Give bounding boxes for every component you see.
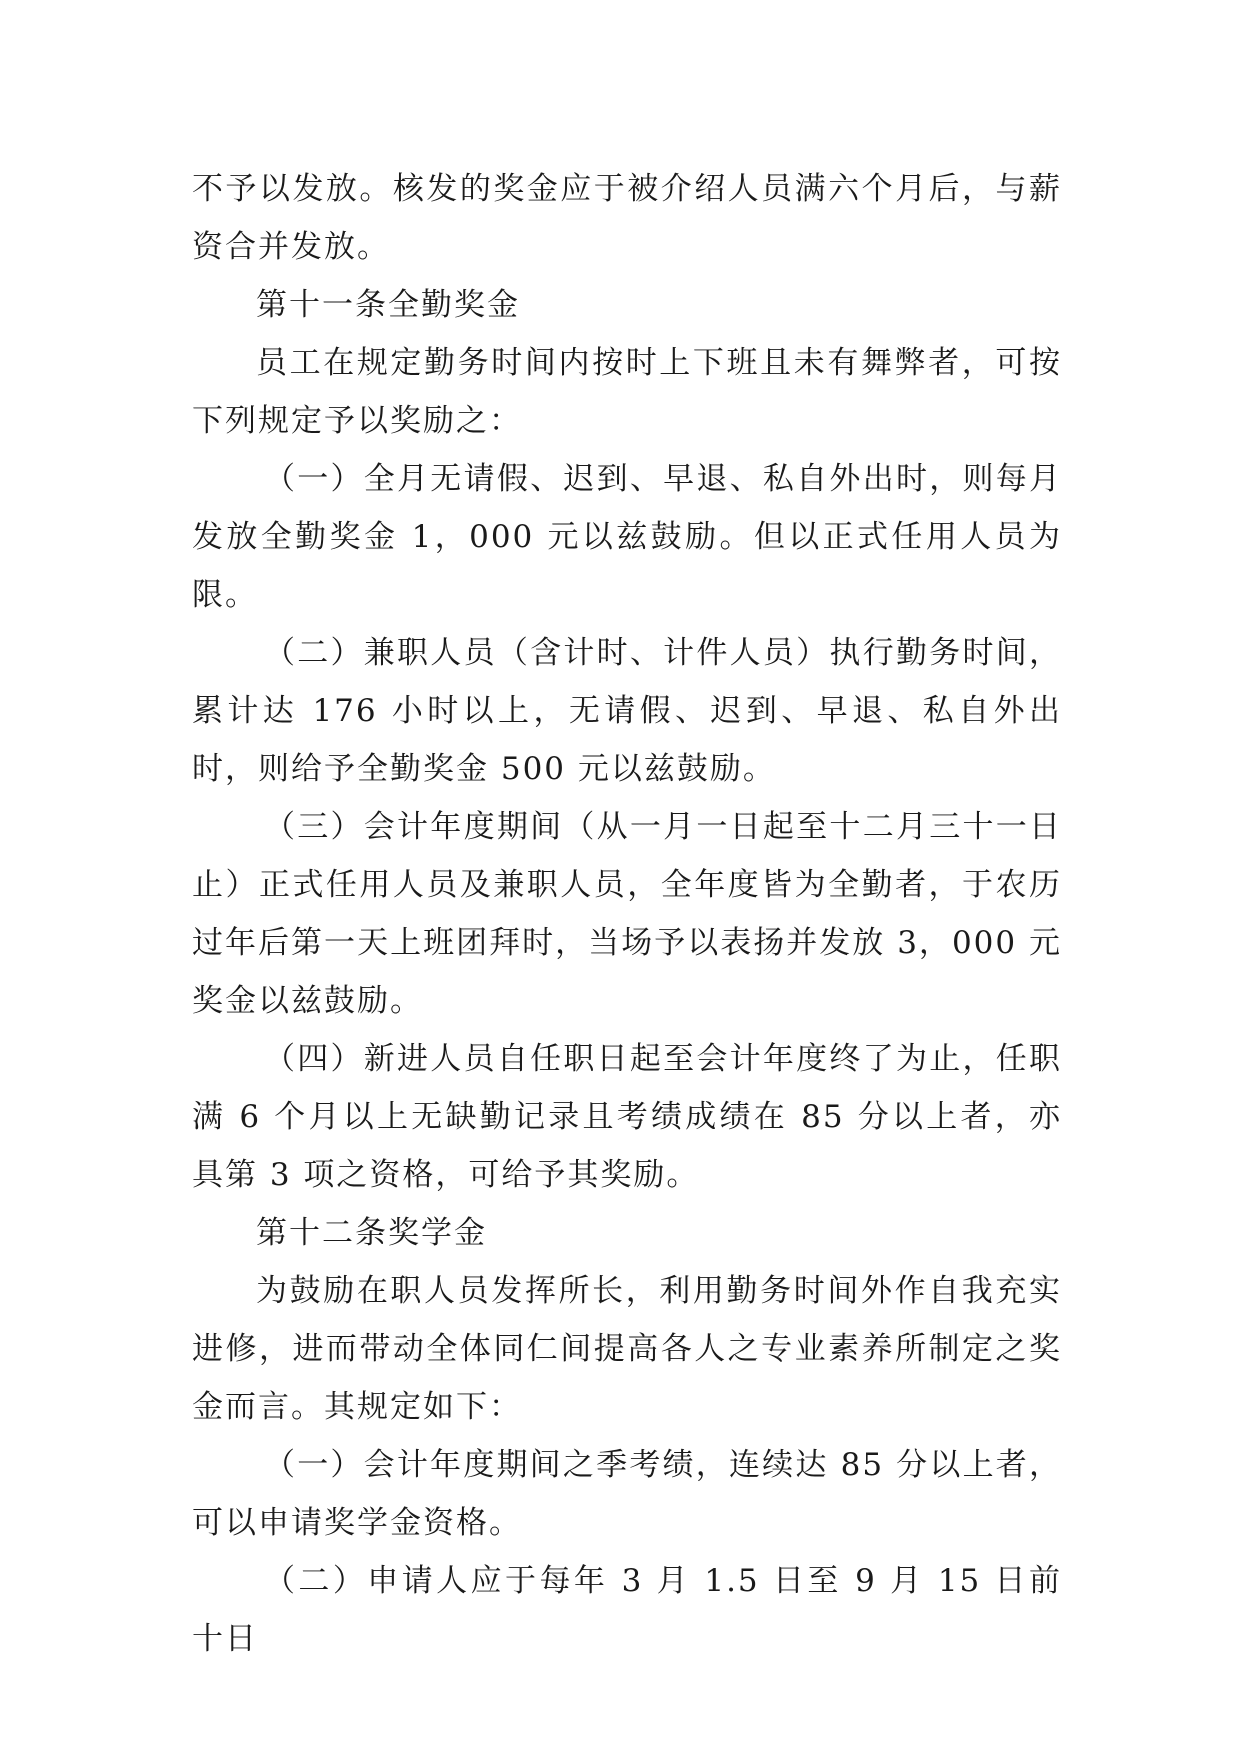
list-item-11-2: （二）兼职人员（含计时、计件人员）执行勤务时间，累计达 176 小时以上，无请假、迟到、早退、私自外出时，则给予全勤奖金 500 元以兹鼓励。 bbox=[192, 635, 1062, 787]
document-body bbox=[192, 160, 1062, 1668]
article-heading-12: 第十二条奖学金 bbox=[256, 1215, 487, 1251]
paragraph-continuation: 不予以发放。核发的奖金应于被介绍人员满六个月后，与薪资合并发放。 bbox=[192, 171, 1062, 265]
article-heading-11: 第十一条全勤奖金 bbox=[256, 287, 520, 323]
paragraph-article-12-intro: 为鼓励在职人员发挥所长，利用勤务时间外作自我充实进修，进而带动全体同仁间提高各人之专业素养所制定之奖金而言。其规定如下： bbox=[192, 1273, 1062, 1425]
paragraph-article-11-intro: 员工在规定勤务时间内按时上下班且未有舞弊者，可按下列规定予以奖励之： bbox=[192, 345, 1062, 439]
list-item-11-3: （三）会计年度期间（从一月一日起至十二月三十一日止）正式任用人员及兼职人员，全年度皆为全勤者，于农历过年后第一天上班团拜时，当场予以表扬并发放 3，000 元奖金以兹鼓励。 bbox=[192, 809, 1062, 1019]
list-item-12-2: （二）申请人应于每年 3 月 1.5 日至 9 月 15 日前十日 bbox=[192, 1563, 1062, 1657]
list-item-12-1: （一）会计年度期间之季考绩，连续达 85 分以上者，可以申请奖学金资格。 bbox=[192, 1447, 1062, 1541]
list-item-11-4: （四）新进人员自任职日起至会计年度终了为止，任职满 6 个月以上无缺勤记录且考绩成绩在 85 分以上者，亦具第 3 项之资格，可给予其奖励。 bbox=[192, 1041, 1062, 1193]
list-item-11-1: （一）全月无请假、迟到、早退、私自外出时，则每月发放全勤奖金 1，000 元以兹鼓励。但以正式任用人员为限。 bbox=[192, 461, 1062, 613]
